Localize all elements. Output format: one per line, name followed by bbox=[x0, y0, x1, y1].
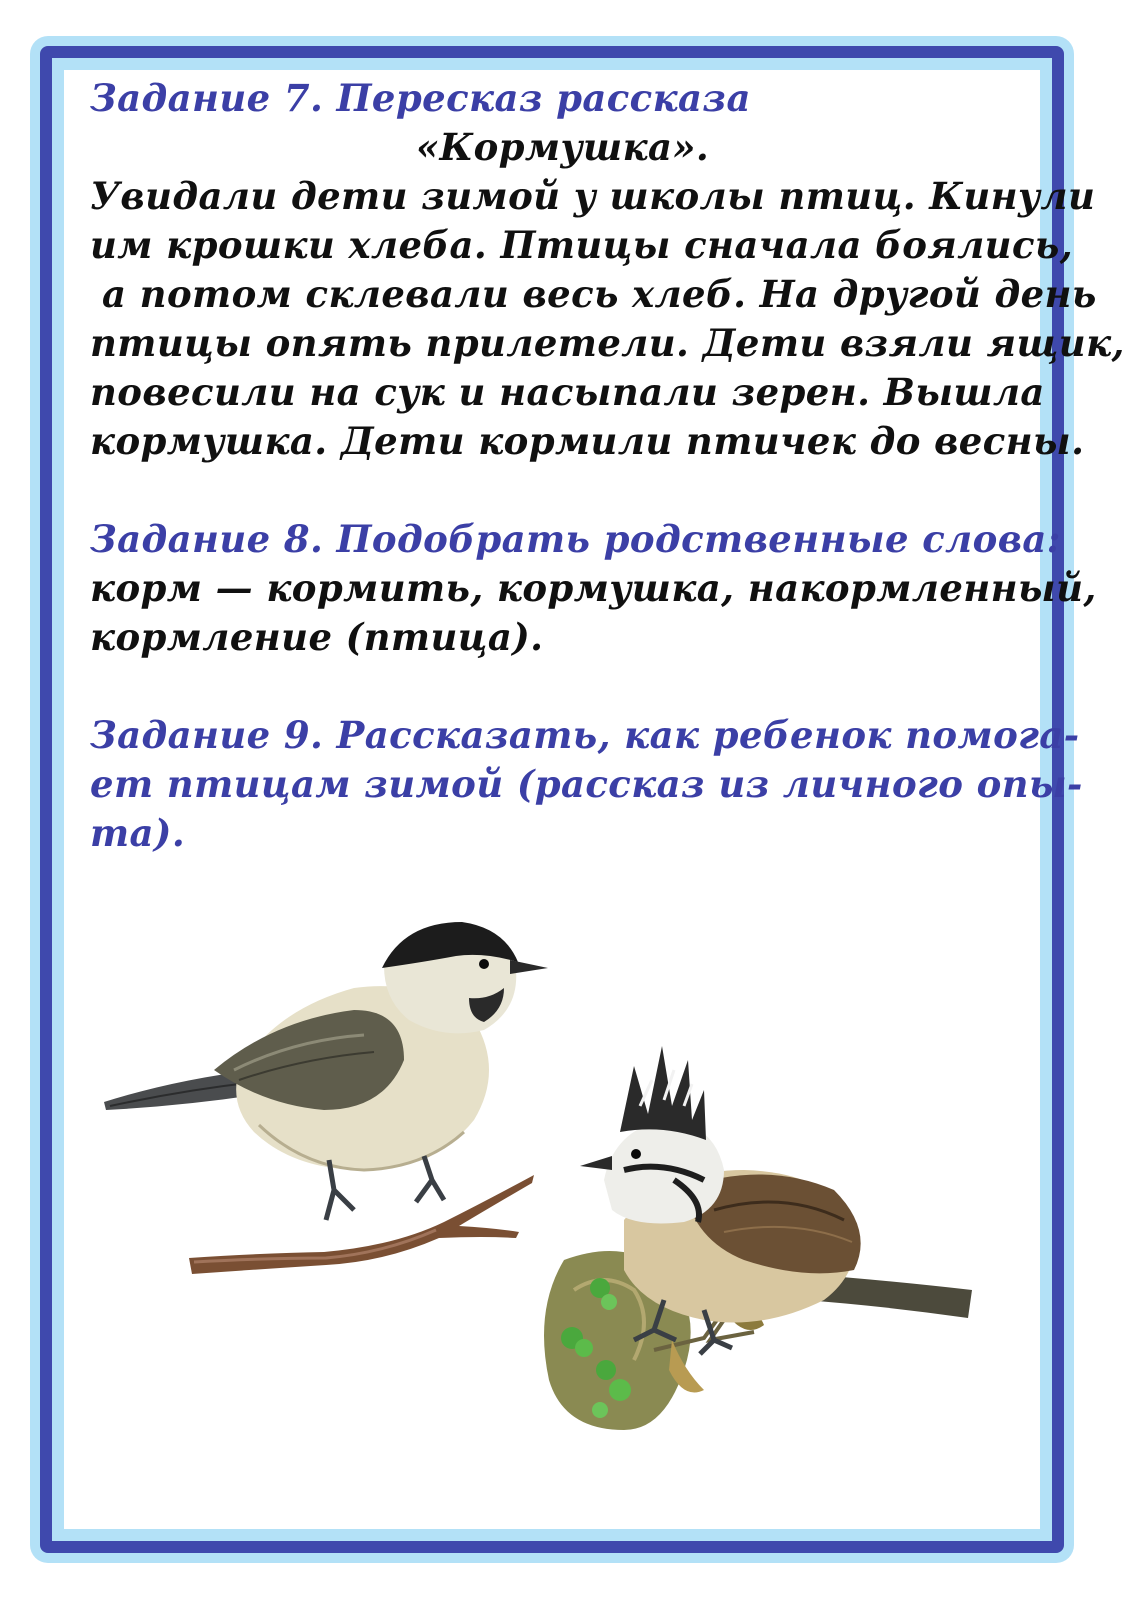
task9-line: та). bbox=[90, 811, 186, 855]
task8-line: корм — кормить, кормушка, накормленный, bbox=[90, 566, 1097, 610]
story-line: птицы опять прилетели. Дети взяли ящик, bbox=[90, 321, 1125, 365]
crested-tit-illustration bbox=[544, 1046, 972, 1430]
story-title: «Кормушка». bbox=[416, 125, 710, 169]
story-line: а потом склевали весь хлеб. На другой день bbox=[102, 272, 1097, 316]
task9-line: Задание 9. Рассказать, как ребенок помога- bbox=[90, 713, 1080, 757]
task9-line: ет птицам зимой (рассказ из личного опы- bbox=[90, 762, 1083, 806]
willow-tit-illustration bbox=[104, 922, 548, 1274]
task8-line: кормление (птица). bbox=[90, 615, 544, 659]
task7-heading: Задание 7. Пересказ рассказа bbox=[90, 76, 751, 120]
worksheet-text bbox=[90, 74, 1125, 858]
worksheet-page bbox=[64, 70, 1125, 1529]
task8-heading: Задание 8. Подобрать родственные слова: bbox=[90, 517, 1061, 561]
story-line: кормушка. Дети кормили птичек до весны. bbox=[90, 419, 1085, 463]
story-line: Увидали дети зимой у школы птиц. Кинули bbox=[90, 174, 1096, 218]
birds-illustration bbox=[64, 870, 1040, 1530]
story-line: им крошки хлеба. Птицы сначала боялись, bbox=[90, 223, 1074, 267]
story-line: повесили на сук и насыпали зерен. Вышла bbox=[90, 370, 1045, 414]
